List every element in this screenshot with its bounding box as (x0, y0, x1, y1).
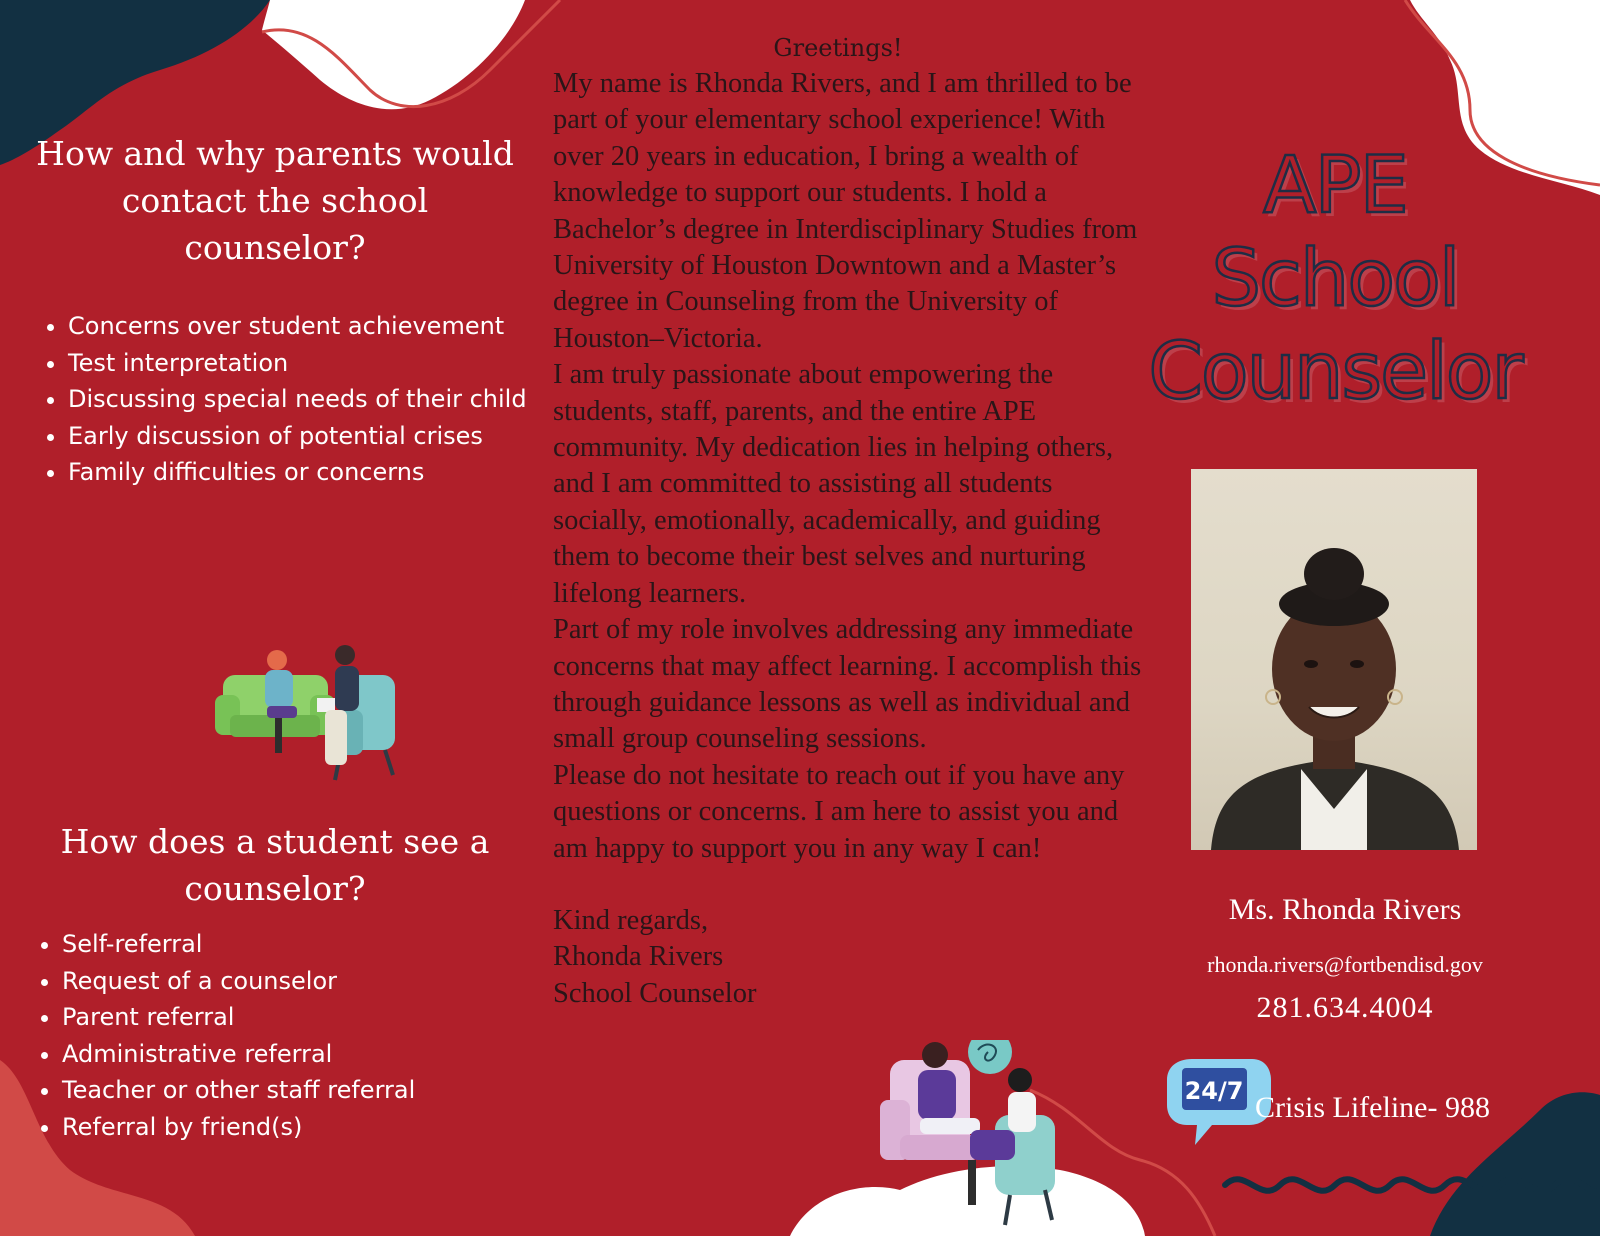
list-item: • Administrative referral (62, 1036, 562, 1073)
left-panel (30, 130, 527, 1141)
crisis-lifeline (1157, 1055, 1577, 1150)
list-item: • Parent referral (62, 999, 562, 1036)
greeting: Greetings! (773, 34, 903, 62)
counseling-session-illustration (215, 640, 405, 790)
title-line: School (1211, 234, 1459, 324)
letter-paragraph: My name is Rhonda Rivers, and I am thrilled to be part of your elementary school experience! With over 20 years in education, I bring a wealth of knowledge to support our students. I hold a Bachelor’s degree in Interdisciplinary Studies from University of Houston Downtown and a Master’s degree in Counseling from the University of Houston–Victoria. (553, 68, 1138, 354)
badge-text: 24/7 (1184, 1077, 1244, 1105)
list-item: • Teacher or other staff referral (62, 1072, 562, 1109)
student-see-counselor-heading: How does a student see a counselor? (60, 822, 490, 908)
signoff-line: School Counselor (553, 977, 757, 1009)
letter-paragraph: Please do not hesitate to reach out if you have any questions or concerns. I am here to assist you and am happy to support you in any way I can! (553, 759, 1125, 864)
counselor-email[interactable]: rhonda.rivers@fortbendisd.gov (1207, 952, 1483, 977)
list-item: • Self-referral (62, 926, 562, 963)
counselor-portrait-photo (1191, 469, 1477, 850)
counseling-conversation-illustration (880, 1040, 1080, 1230)
letter-body (553, 66, 1143, 867)
title-line: APE (1263, 141, 1407, 231)
title-line: Counselor (1148, 327, 1522, 417)
crisis-lifeline-text: Crisis Lifeline- 988 (1255, 1091, 1490, 1124)
student-referral-list (24, 926, 562, 1145)
list-item: • Test interpretation (68, 345, 568, 382)
list-item: • Request of a counselor (62, 963, 562, 1000)
letter-paragraph: I am truly passionate about empowering the students, staff, parents, and the entire APE community. My dedication lies in helping others, and I am committed to assisting all students socially, emotionally, academically, and guiding them to become their best selves and nurturing lifelong learners. (553, 359, 1114, 609)
letter-paragraph: Part of my role involves addressing any immediate concerns that may affect learning. I accomplish this through guidance lessons as well as individual and small group counseling sessions. (553, 614, 1142, 755)
signoff (553, 903, 1143, 1012)
page-title (1110, 140, 1560, 419)
list-item: • Referral by friend(s) (62, 1109, 562, 1146)
parent-reasons-list (30, 308, 568, 491)
signoff-line: Kind regards, (553, 904, 709, 936)
letter-panel (553, 30, 1143, 1012)
list-item: • Early discussion of potential crises (68, 418, 568, 455)
list-item: • Concerns over student achievement (68, 308, 568, 345)
list-item: • Discussing special needs of their child (68, 381, 568, 418)
signoff-line: Rhonda Rivers (553, 941, 724, 973)
list-item: • Family difficulties or concerns (68, 454, 568, 491)
parents-contact-heading: How and why parents would contact the school counselor? (36, 134, 514, 267)
counselor-name: Ms. Rhonda Rivers (1228, 893, 1462, 926)
portrait-silhouette (1191, 469, 1477, 850)
counselor-phone[interactable]: 281.634.4004 (1256, 991, 1434, 1024)
